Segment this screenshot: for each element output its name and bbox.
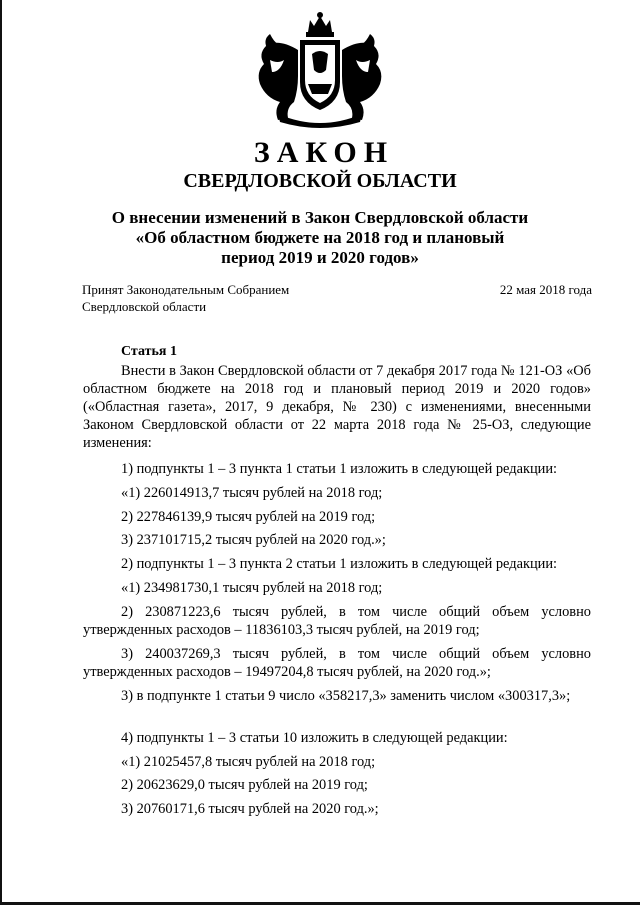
list-item: 2) 20623629,0 тысяч рублей на 2019 год; [121, 777, 368, 793]
list-item: 2) подпункты 1 – 3 пункта 2 статьи 1 изложить в следующей редакции: [121, 556, 558, 572]
adopted-by-line-1: Принят Законодательным Собранием [82, 282, 290, 297]
law-heading-line-2: «Об областном бюджете на 2018 год и плановый [135, 228, 505, 247]
list-item: «1) 21025457,8 тысяч рублей на 2018 год; [121, 754, 376, 770]
article-intro [83, 362, 591, 452]
list-item: 1) подпункты 1 – 3 пункта 1 статьи 1 изложить в следующей редакции: [121, 461, 558, 477]
adopted-by-line-2: Свердловской области [82, 299, 207, 314]
list-item: 3) 237101715,2 тысяч рублей на 2020 год.»; [121, 532, 386, 548]
adoption-date: 22 мая 2018 года [499, 282, 592, 297]
adopted-by [82, 281, 289, 315]
list-item: 3) 20760171,6 тысяч рублей на 2020 год.»; [121, 801, 379, 817]
law-heading-line-3: период 2019 и 2020 годов» [221, 248, 419, 267]
list-item: «1) 226014913,7 тысяч рублей на 2018 год; [121, 485, 383, 501]
article-label: Статья 1 [121, 344, 177, 359]
document-title: ЗАКОН [253, 136, 395, 169]
article-intro-text: Внести в Закон Свердловской области от 7 декабря 2017 года № 121-ОЗ «Об областном бюджете на 2018 год и плановый период 2019 и 2020 годов» («Областная газета», 2017, 9 декабря, № 230) с изменениями, внесенными Законом Свердловской области от 22 марта 2018 года № 25-ОЗ, следующие изменения: [83, 363, 591, 451]
document-subtitle: СВЕРДЛОВСКОЙ ОБЛАСТИ [183, 170, 457, 192]
list-item: 3) 240037269,3 тысяч рублей, в том числе общий объем условно утвержденных расходов – 19497204,8 тысяч рублей, на 2020 год.»; [83, 646, 591, 680]
law-heading-line-1: О внесении изменений в Закон Свердловской области [111, 208, 529, 227]
coat-of-arms-emblem [248, 10, 392, 128]
list-item: 3) в подпункте 1 статьи 9 число «358217,3» заменить числом «300317,3»; [121, 688, 571, 704]
list-item: 2) 230871223,6 тысяч рублей, в том числе общий объем условно утвержденных расходов – 11836103,3 тысяч рублей, на 2019 год; [83, 604, 591, 638]
list-item: «1) 234981730,1 тысяч рублей на 2018 год; [121, 580, 383, 596]
list-item: 4) подпункты 1 – 3 статьи 10 изложить в следующей редакции: [121, 730, 508, 746]
list-item: 2) 227846139,9 тысяч рублей на 2019 год; [121, 509, 376, 525]
